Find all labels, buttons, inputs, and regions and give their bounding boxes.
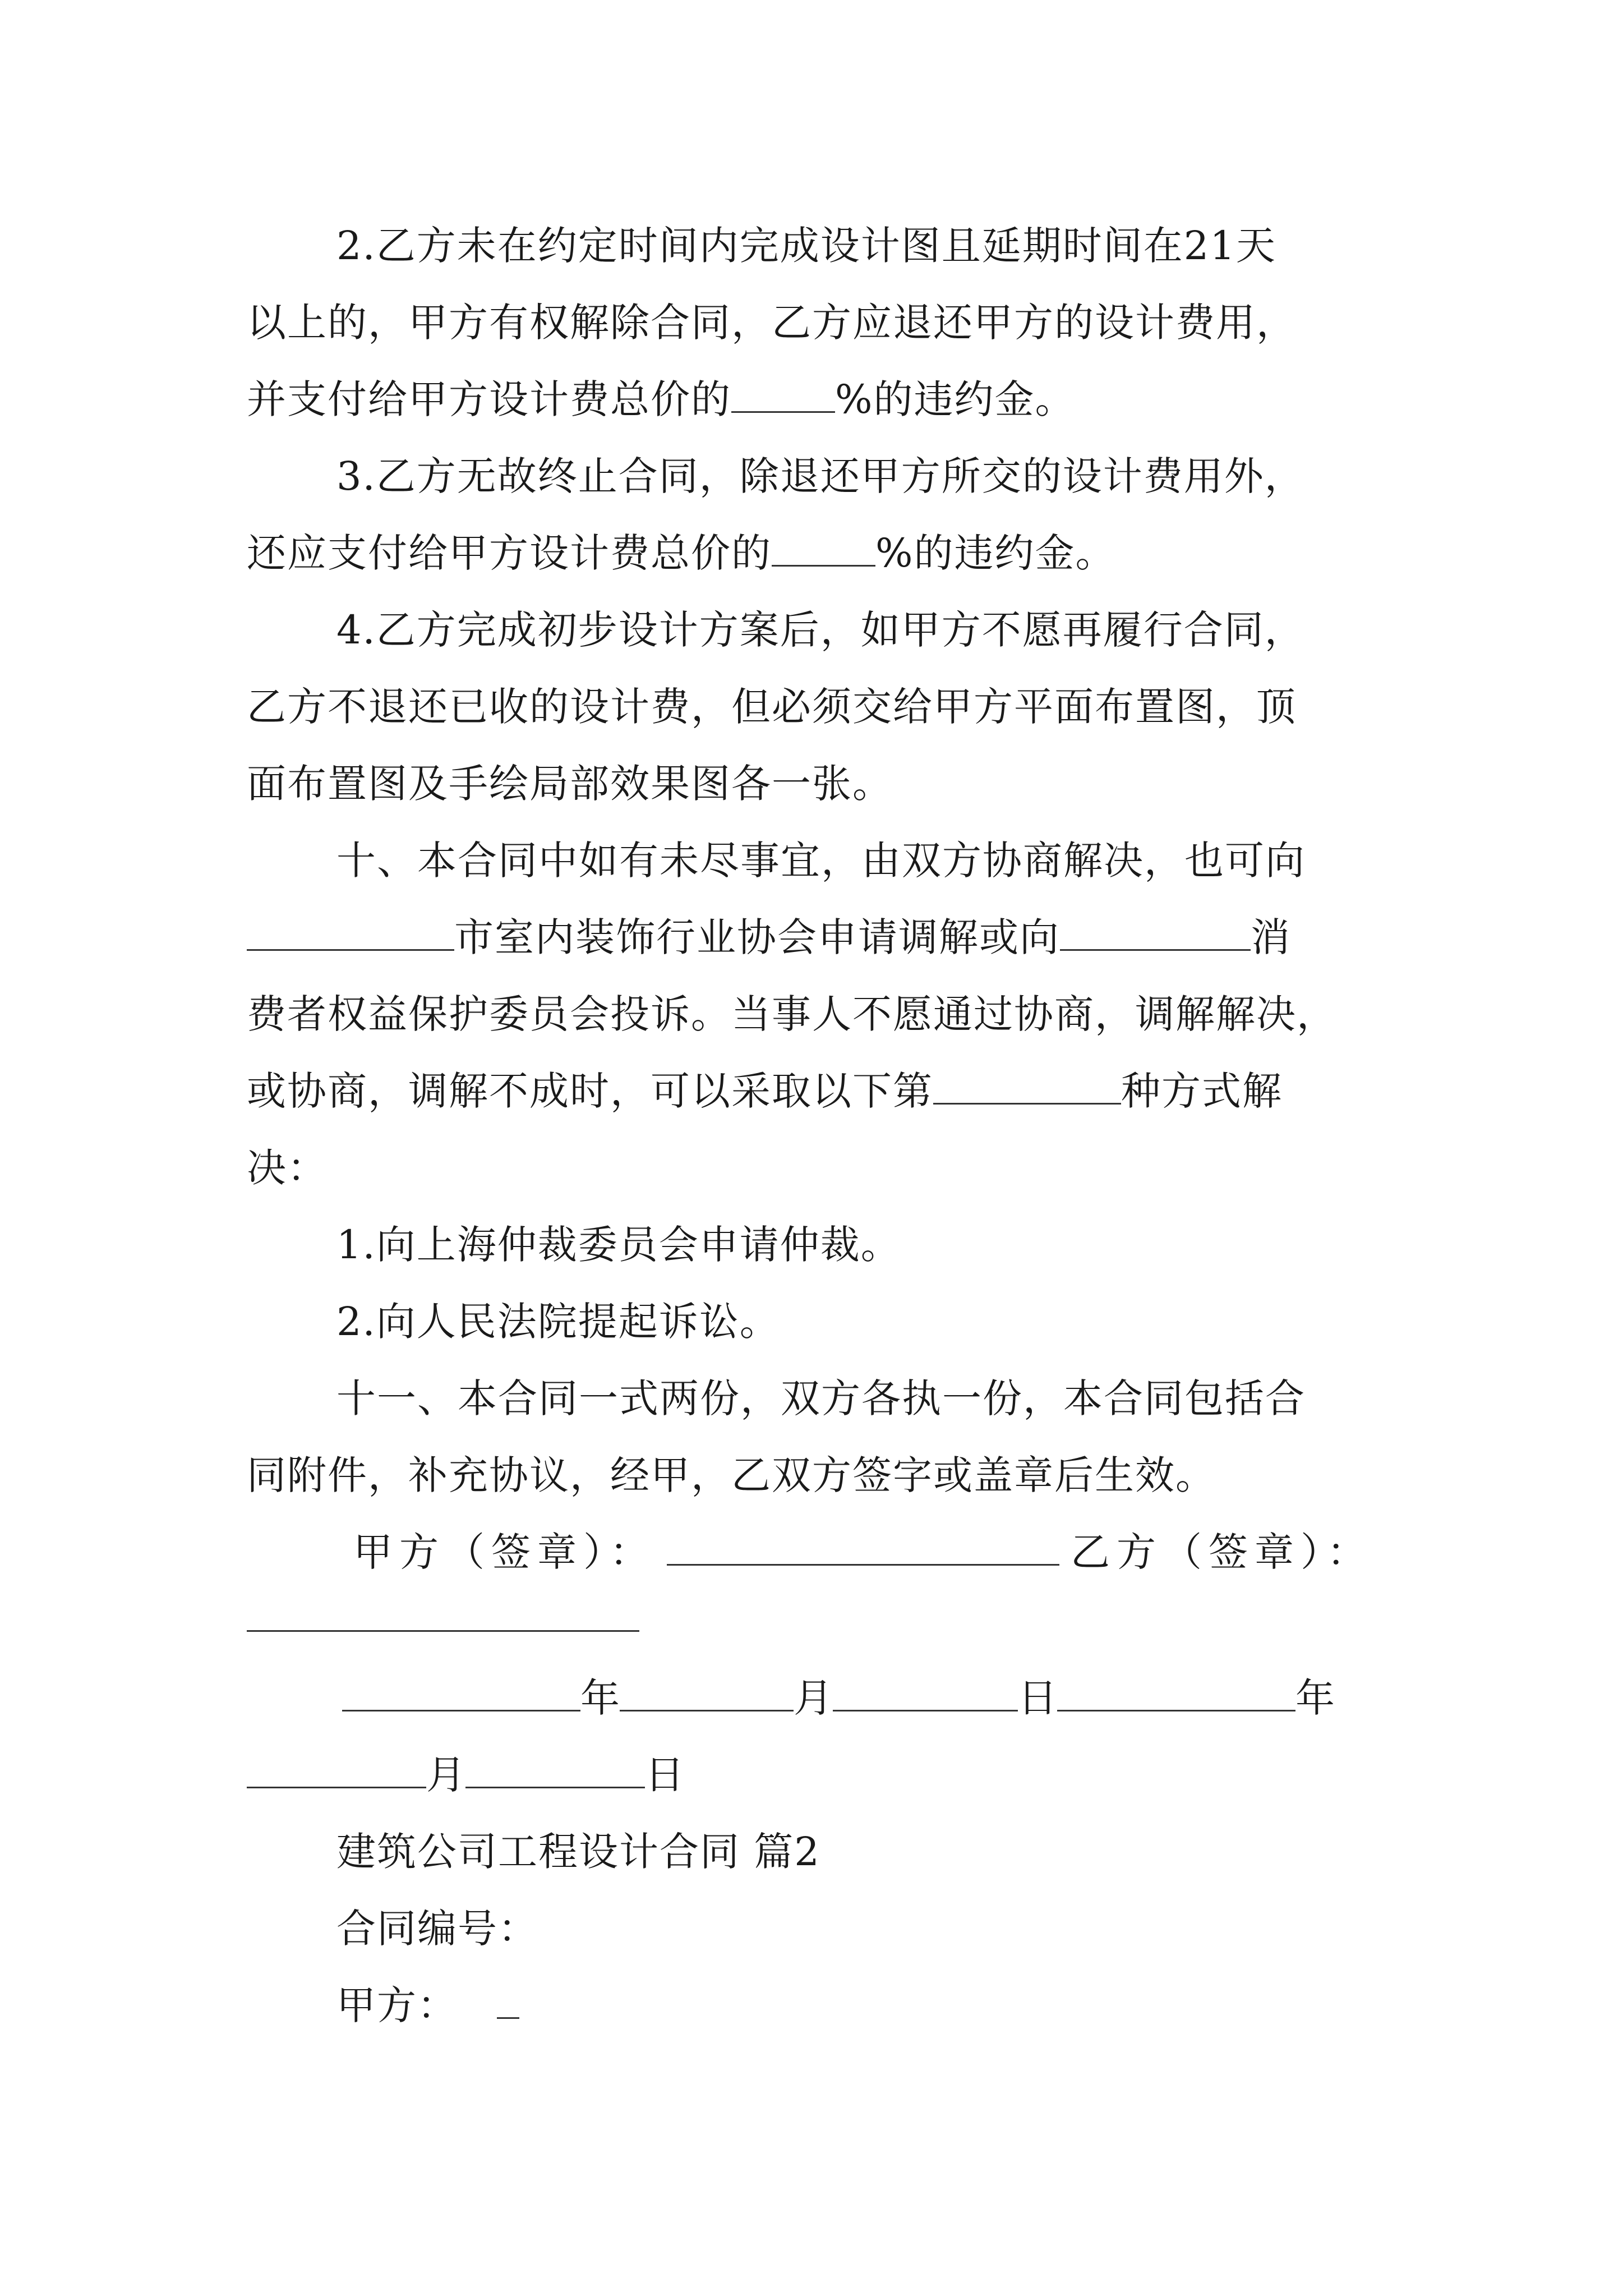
signature-blank [667, 1530, 1059, 1566]
paragraph-clause-11 [247, 1360, 1385, 1514]
paragraph-breach-item-4 [247, 592, 1385, 822]
text-line: 以上的，甲方有权解除合同，乙方应退还甲方的设计费用， [247, 300, 1297, 346]
text-segment: 或协商，调解不成时，可以采取以下第 [247, 1068, 933, 1114]
paragraph-breach-item-3 [247, 438, 1385, 592]
year-label: 年 [1295, 1675, 1335, 1721]
text-line [247, 899, 1385, 976]
paragraph-breach-item-2 [247, 208, 1385, 438]
text-segment: 还应支付给甲方设计费总价的 [247, 530, 772, 576]
text-segment: 种方式解 [1121, 1068, 1283, 1114]
signature-blank [247, 1596, 639, 1632]
text-line: 乙方不退还已收的设计费，但必须交给甲方平面布置图，顶 [247, 684, 1297, 730]
text-line: 1.向上海仲裁委员会申请仲裁。 [336, 1222, 901, 1268]
fill-in-blank [772, 530, 875, 567]
day-blank [465, 1753, 645, 1788]
text-segment: 市室内装饰行业协会申请调解或向 [454, 914, 1060, 960]
text-line: 2.向人民法院提起诉讼。 [336, 1299, 780, 1345]
month-label: 月 [794, 1675, 833, 1721]
text-segment: 并支付给甲方设计费总价的 [247, 376, 731, 422]
day-label: 日 [1018, 1675, 1057, 1721]
date-row [247, 1737, 1385, 1814]
text-line [247, 1053, 1385, 1130]
text-line: 十、本合同中如有未尽事宜，由双方协商解决，也可向 [336, 838, 1306, 884]
text-line: 面布置图及手绘局部效果图各一张。 [247, 761, 893, 807]
text-line: 费者权益保护委员会投诉。当事人不愿通过协商，调解解决， [247, 991, 1337, 1037]
text-line: 同附件，补充协议，经甲，乙双方签字或盖章后生效。 [247, 1452, 1216, 1498]
fill-in-blank [933, 1068, 1121, 1105]
text-line: 3.乙方无故终止合同，除退还甲方所交的设计费用外， [336, 453, 1305, 499]
text-line: 决： [247, 1145, 328, 1191]
paragraph-clause-10 [247, 822, 1385, 1207]
fill-in-blank [731, 376, 835, 413]
text-segment: %的违约金。 [835, 376, 1076, 422]
date-row [247, 1660, 1385, 1737]
text-line [247, 515, 1385, 592]
year-label: 年 [580, 1675, 620, 1721]
fill-in-blank [497, 1982, 519, 2019]
day-blank [833, 1676, 1018, 1711]
text-line: 十一、本合同一式两份，双方各执一份，本合同包括合 [336, 1375, 1306, 1421]
text-line [247, 361, 1385, 438]
text-segment: 消 [1251, 914, 1291, 960]
month-label: 月 [426, 1752, 465, 1798]
fill-in-blank [1060, 914, 1251, 951]
signature-row [247, 1514, 1385, 1591]
month-blank [620, 1676, 794, 1711]
month-blank [247, 1753, 426, 1788]
year-blank [1057, 1676, 1295, 1711]
year-blank [342, 1676, 580, 1711]
party-b-signature-label: 乙方（签章）： [1071, 1529, 1373, 1575]
section-title: 建筑公司工程设计合同 篇2 [336, 1829, 820, 1875]
text-line: 2.乙方未在约定时间内完成设计图且延期时间在21天 [336, 223, 1276, 269]
party-a-signature-label: 甲方（签章）： [353, 1529, 656, 1575]
text-segment: %的违约金。 [875, 530, 1116, 576]
contract-number-label: 合同编号： [336, 1906, 538, 1952]
fill-in-blank [247, 914, 454, 951]
document-body [247, 208, 1385, 2044]
party-a-label: 甲方： [336, 1982, 458, 2028]
paragraph-option-1 [247, 1207, 1385, 1283]
text-line: 4.乙方完成初步设计方案后，如甲方不愿再履行合同， [336, 607, 1305, 653]
day-label: 日 [645, 1752, 684, 1798]
paragraph-option-2 [247, 1283, 1385, 1360]
party-a-line [247, 1967, 1385, 2044]
